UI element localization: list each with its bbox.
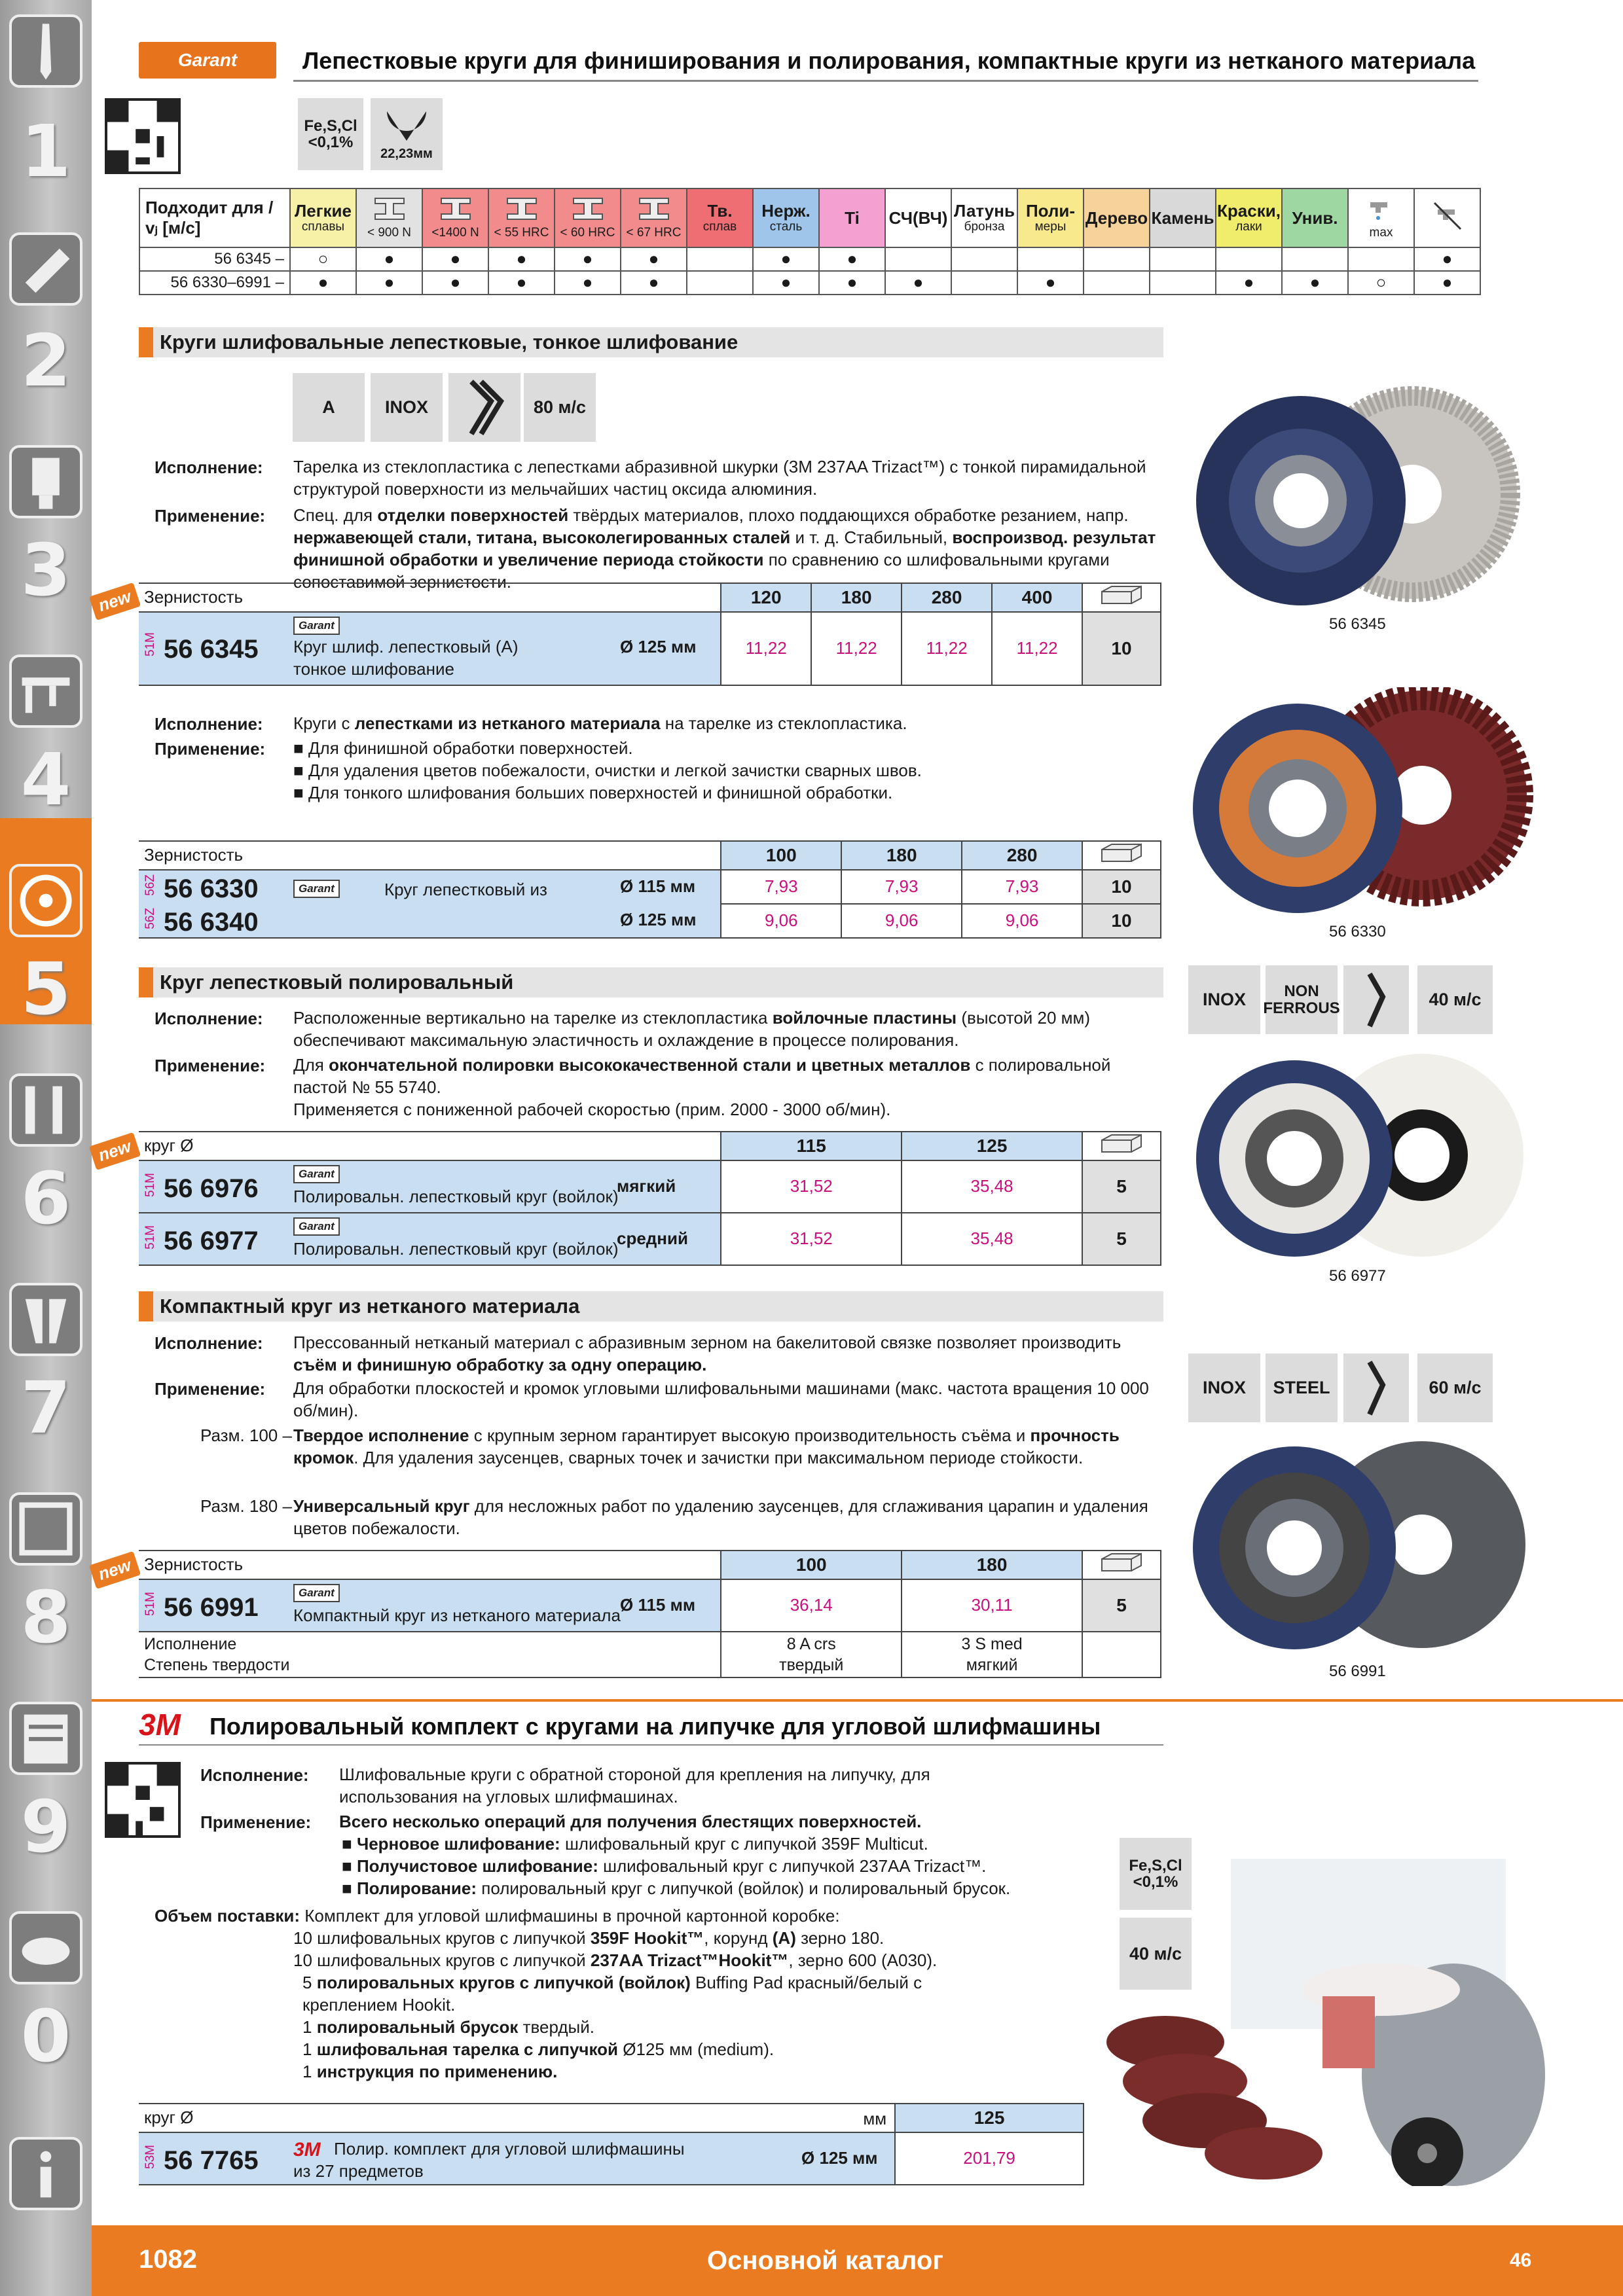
size-115: 115 [721, 1132, 902, 1160]
safety-icon[interactable] [9, 1911, 82, 1984]
compat-mark: ● [422, 271, 488, 295]
price: 7,93 [841, 870, 962, 904]
table-row[interactable] [139, 1579, 1161, 1632]
diameter: Ø 125 мм [620, 637, 697, 656]
size-100-label: Разм. 100 – [200, 1426, 292, 1445]
steel-badge: STEEL [1266, 1354, 1338, 1422]
compat-mark: ● [621, 271, 687, 295]
caption-566977: 56 6977 [1329, 1267, 1386, 1285]
compat-col-title: Камень [1151, 207, 1214, 228]
product-desc-2: из 27 предметов [293, 2161, 424, 2181]
page-title: Лепестковые круги для финиширования и полирования, компактные круги из нетканого материала [302, 47, 1476, 74]
compat-col-title: Латунь [954, 201, 1015, 221]
garant-small-logo: Garant [293, 880, 340, 898]
table-row [139, 271, 1480, 295]
compat-row-label: 56 6330–6991 – [139, 271, 290, 295]
page-number: 1082 [139, 2245, 197, 2274]
article-number[interactable]: 56 6345 [164, 635, 259, 664]
product-desc-2: тонкое шлифование [293, 659, 454, 679]
compat-mark [687, 247, 753, 271]
compat-col-11 [1017, 188, 1084, 247]
s3-price-table [139, 1131, 1161, 1266]
compat-col-title: Тв. [707, 201, 733, 221]
title-divider [293, 80, 1478, 82]
s5-title: Полировальный комплект с кругами на липучке для угловой шлифмашины [210, 1713, 1101, 1740]
wrench-icon[interactable] [9, 1073, 82, 1147]
s1-exec-label: Исполнение: [155, 457, 263, 477]
list-item: 10 шлифовальных кругов с липучкой 359F Hookit™, корунд (A) зерно 180. [293, 1928, 884, 1948]
compat-mark [951, 271, 1017, 295]
size-125: 125 [895, 2104, 1084, 2132]
milling-insert-icon[interactable] [9, 232, 82, 306]
s5-appl-text: Всего несколько операций для получения блестящих поверхностей. ■ Черновое шлифование: шлифовальный круг с липучкой 359F Multicut. ■ Получистовое шлифование: шлифовальный круг с липучкой 237AA Trizact™. ■ Полирование: полировальный круг с липучкой (войлок) и полировальный брусок. [339, 1812, 1011, 1898]
product-image-567765 [1100, 1846, 1545, 2186]
exec-value: 3 S med [961, 1635, 1023, 1653]
qr-code-icon[interactable] [105, 98, 181, 174]
product-desc: Полировальн. лепестковый круг (войлок) [293, 1187, 619, 1206]
compat-col-title: Поли- [1025, 201, 1076, 221]
price: 36,14 [721, 1579, 902, 1632]
pack-box-icon [1082, 841, 1161, 870]
compat-col-sub: меры [1034, 219, 1067, 234]
chapter-number-0[interactable]: 0 [20, 1994, 71, 2078]
page-footer [92, 2225, 1623, 2296]
steel-beam-icon [503, 196, 540, 222]
product-desc-1: Круг шлиф. лепестковый (A) [293, 637, 519, 656]
list-item: 10 шлифовальных кругов с липучкой 237AA Trizact™Hookit™, зерно 600 (A030). [293, 1950, 938, 1970]
price-180: 11,22 [811, 612, 902, 685]
chapter-number-1[interactable]: 1 [20, 109, 71, 193]
non-ferrous-badge: NON FERROUS [1266, 965, 1338, 1034]
table-row[interactable] [139, 1213, 1161, 1265]
inox-badge: INOX [1188, 965, 1260, 1034]
price: 35,48 [902, 1160, 1082, 1213]
unit-label: мм [863, 2109, 887, 2128]
no-coolant-icon [1431, 200, 1464, 232]
price: 9,06 [962, 904, 1082, 938]
hardness: мягкий [617, 1176, 676, 1196]
s5-appl-label: Применение: [200, 1812, 312, 1832]
supplier-code: 53M [143, 2145, 157, 2169]
compat-col-12 [1084, 188, 1150, 247]
compat-mark [885, 247, 951, 271]
grain-180: 180 [902, 1551, 1082, 1579]
size-125: 125 [902, 1132, 1082, 1160]
grain-120: 120 [721, 583, 811, 612]
compat-col-2 [422, 188, 488, 247]
pack-box-icon [1082, 1551, 1161, 1579]
fe-s-cl-badge: Fe,S,Cl <0,1% [298, 98, 363, 170]
supplier-code: 51M [143, 632, 157, 656]
section-title-compact-disc: Компактный круг из нетканого материала [139, 1291, 1163, 1321]
fe-s-cl-badge: Fe,S,Cl <0,1% [1120, 1838, 1192, 1910]
grain-header: Зернистость [139, 841, 721, 870]
list-item: ■ Для тонкого шлифования больших поверхностей и финишной обработки. [293, 783, 893, 802]
compat-col-title: Ti [845, 207, 860, 228]
bore-label: 22,23мм [380, 146, 433, 161]
price-400: 11,22 [992, 612, 1082, 685]
compat-col-8 [819, 188, 885, 247]
table-row[interactable] [139, 1160, 1161, 1213]
s1-appl-text: Спец. для отделки поверхностей твёрдых материалов, плохо поддающихся обработке резанием, напр. нержавеющей стали, титана, высоколегированных сталей и т. д. Стабильный, воспроизвод. результат финишной обработки и увеличение периода стойкости по сравнению со шлифовальными кругами сопоставимой зернистости. [293, 505, 1156, 592]
price: 31,52 [721, 1213, 902, 1265]
compat-col-sub: < 67 HRC [626, 225, 682, 240]
compat-col-4 [555, 188, 621, 247]
coolant-tap-icon [1365, 196, 1398, 222]
3m-logo: 3M [139, 1708, 181, 1742]
diameter-header: круг Ø [144, 2108, 194, 2128]
s4-exec-label: Исполнение: [155, 1333, 263, 1353]
qr-code-icon[interactable] [105, 1762, 181, 1838]
caption-566330: 56 6330 [1329, 923, 1386, 941]
tool-set-icon[interactable] [9, 1492, 82, 1566]
chapter-number-2[interactable]: 2 [20, 319, 71, 403]
hardness-row-label: Степень твердости [144, 1656, 290, 1674]
s3-appl-label: Применение: [155, 1056, 266, 1075]
compat-mark [1216, 247, 1282, 271]
chapter-sidebar [0, 0, 92, 2296]
speed-40-badge: 40 м/с [1120, 1918, 1192, 1990]
s2-bullets [293, 737, 1164, 804]
price: 30,11 [902, 1579, 1082, 1632]
compat-mark: ● [819, 247, 885, 271]
new-badge: new [89, 1551, 141, 1589]
product-image-566991 [1186, 1433, 1543, 1656]
grain-180: 180 [811, 583, 902, 612]
product-image-566330 [1186, 687, 1543, 916]
article-number[interactable]: 56 6991 [164, 1593, 259, 1622]
article-number[interactable]: 56 6330 [164, 874, 259, 903]
size-180-label: Разм. 180 – [200, 1496, 292, 1516]
compat-col-sub: <1400 N [431, 225, 479, 240]
article-number[interactable]: 56 7765 [164, 2146, 259, 2175]
compat-mark: ● [1282, 271, 1348, 295]
pack-quantity: 10 [1082, 612, 1161, 685]
compat-mark: ● [1414, 271, 1480, 295]
disc-shape-icon [1343, 1354, 1409, 1422]
pack-box-icon [1082, 1132, 1161, 1160]
compat-col-sub: < 55 HRC [494, 225, 549, 240]
list-item: ■ Для финишной обработки поверхностей. [293, 738, 633, 758]
article-number[interactable]: 56 6976 [164, 1174, 259, 1203]
supplier-code: 51M [143, 1225, 157, 1249]
compat-col-title: Нерж. [761, 201, 811, 221]
catalog-title: Основной каталог [707, 2246, 943, 2275]
compat-mark: ● [422, 247, 488, 271]
compat-col-sub: < 60 HRC [560, 225, 615, 240]
new-badge: new [89, 1132, 141, 1170]
new-badge: new [89, 583, 141, 620]
s2-appl-label: Применение: [155, 739, 266, 759]
bore-badge [371, 98, 443, 170]
price: 35,48 [902, 1213, 1082, 1265]
chapter-number-9[interactable]: 9 [20, 1785, 71, 1869]
garant-small-logo: Garant [293, 1217, 340, 1236]
section-title-fine-grinding: Круги шлифовальные лепестковые, тонкое шлифование [139, 327, 1163, 357]
garant-small-logo: Garant [293, 1584, 340, 1602]
s3-exec-text: Расположенные вертикально на тарелке из стеклопластика войлочные пластины (высотой 20 мм) обеспечивают максимальную эластичность и охлаждение в процессе полирования. [293, 1008, 1091, 1050]
diameter: Ø 125 мм [620, 910, 697, 929]
steel-beam-icon [437, 196, 474, 222]
supplier-code: 51M [143, 1173, 157, 1197]
tool-holder-icon[interactable] [9, 445, 82, 518]
compat-mark: ● [819, 271, 885, 295]
compat-col-sub: max [1369, 225, 1393, 240]
compat-mark: ○ [290, 247, 356, 271]
chapter-number-6[interactable]: 6 [20, 1157, 71, 1240]
caption-566991: 56 6991 [1329, 1662, 1386, 1680]
article-number[interactable]: 56 6340 [164, 908, 259, 937]
hardness-value: твердый [779, 1656, 844, 1674]
table-row[interactable] [139, 904, 1161, 938]
compat-mark: ● [290, 271, 356, 295]
compat-col-title: СЧ(ВЧ) [888, 207, 948, 228]
compat-header-label: Подходит для / vⱼ [м/с] [139, 188, 290, 247]
size-180-text: Универсальный круг для несложных работ по удалению заусенцев, для сглаживания царапин и удаления цветов побежалости. [293, 1496, 1148, 1538]
compat-mark [1017, 247, 1084, 271]
price: 7,93 [721, 870, 841, 904]
steel-beam-icon [570, 196, 606, 222]
inox-badge: INOX [371, 373, 443, 442]
compat-mark [1150, 247, 1216, 271]
product-image-566345 [1186, 386, 1543, 609]
abrasive-a-badge: A [293, 373, 365, 442]
compat-col-title: Унив. [1292, 207, 1338, 228]
compat-mark: ● [753, 247, 819, 271]
s5-scope-list [293, 1927, 1144, 2083]
product-desc: Компактный круг из нетканого материала [293, 1605, 621, 1625]
compat-col-17 [1414, 188, 1480, 247]
compat-col-sub: сплав [702, 219, 737, 234]
compat-col-title: Краски, [1217, 201, 1281, 221]
compatibility-table [139, 188, 1481, 295]
compat-col-sub: сталь [769, 219, 803, 234]
table-row[interactable] [139, 612, 1161, 685]
compat-mark [951, 247, 1017, 271]
disc-bore-icon [384, 108, 429, 147]
s2-exec-text: Круги с лепестками из нетканого материала на тарелке из стеклопластика. [293, 713, 907, 733]
grain-400: 400 [992, 583, 1082, 612]
garant-small-logo: Garant [293, 617, 340, 635]
compat-mark: ● [621, 247, 687, 271]
chapter-number-3[interactable]: 3 [20, 528, 71, 612]
compat-mark: ○ [1348, 271, 1414, 295]
compat-mark [687, 271, 753, 295]
pack-quantity: 10 [1082, 904, 1161, 938]
garant-small-logo: Garant [293, 1165, 340, 1183]
price: 201,79 [895, 2132, 1084, 2185]
compat-col-10 [951, 188, 1017, 247]
compat-mark: ● [356, 247, 422, 271]
table-row[interactable] [139, 870, 1161, 904]
inox-badge: INOX [1188, 1354, 1260, 1422]
compat-col-15 [1282, 188, 1348, 247]
s3-exec-label: Исполнение: [155, 1009, 263, 1028]
s2-price-table [139, 840, 1161, 939]
s5-exec-label: Исполнение: [200, 1765, 309, 1785]
table-row [139, 247, 1480, 271]
speed-40-badge: 40 м/с [1417, 965, 1493, 1034]
price: 31,52 [721, 1160, 902, 1213]
s1-appl-label: Применение: [155, 506, 266, 526]
s4-appl-label: Применение: [155, 1379, 266, 1399]
price-280: 11,22 [902, 612, 992, 685]
product-desc: Полировальн. лепестковый круг (войлок) [293, 1239, 619, 1259]
page-code: 46 [1510, 2250, 1532, 2271]
steel-beam-icon [371, 196, 408, 222]
compat-mark: ● [356, 271, 422, 295]
chapter-number-7[interactable]: 7 [20, 1366, 71, 1450]
compat-mark: ● [488, 271, 555, 295]
compat-col-3 [488, 188, 555, 247]
section-title-polishing: Круг лепестковый полировальный [139, 967, 1163, 997]
grain-180: 180 [841, 841, 962, 870]
s4-price-table [139, 1550, 1161, 1678]
flap-shape-icon [1343, 965, 1409, 1034]
caliper-icon[interactable] [9, 655, 82, 728]
supplier-code: 56Z [143, 908, 157, 929]
grain-header: Зернистость [139, 1551, 721, 1579]
compat-mark: ● [753, 271, 819, 295]
s1-price-table [139, 583, 1161, 686]
compat-mark [1348, 247, 1414, 271]
s3-appl-text: Для окончательной полировки высококачественной стали и цветных металлов с полировальной пастой № 55 5740. Применяется с пониженной рабочей скоростью (прим. 2000 - 3000 об/мин). [293, 1055, 1111, 1119]
pack-quantity: 5 [1082, 1160, 1161, 1213]
pack-box-icon [1082, 583, 1161, 612]
diameter-header: круг Ø [139, 1132, 721, 1160]
caption-566345: 56 6345 [1329, 615, 1386, 633]
s2-exec-label: Исполнение: [155, 714, 263, 734]
list-item: ■ Для удаления цветов побежалости, очистки и легкой зачистки сварных швов. [293, 761, 922, 780]
diameter: Ø 115 мм [620, 876, 696, 896]
price: 7,93 [962, 870, 1082, 904]
compat-mark [1150, 271, 1216, 295]
compat-col-title: Дерево [1085, 207, 1148, 228]
compat-mark: ● [555, 247, 621, 271]
price: 9,06 [721, 904, 841, 938]
compat-mark: ● [488, 247, 555, 271]
s1-exec-text: Тарелка из стеклопластика с лепестками абразивной шкурки (3M 237AA Trizact™) с тонкой пирамидальной структурой поверхности из мельчайших частиц оксида алюминия. [293, 457, 1146, 499]
garant-logo: Garant [139, 42, 276, 79]
size-100-text: Твердое исполнение с крупным зерном гарантирует высокую производительность съёма и прочность кромок. Для удаления заусенцев, сварных точек и зачистки при максимальном периоде стойкости. [293, 1426, 1120, 1467]
compat-mark: ● [885, 271, 951, 295]
compat-col-sub: сплавы [301, 219, 345, 234]
list-item: 5 полировальных кругов с липучкой (войлок) Buffing Pad красный/белый с креплением Hookit. [302, 1973, 922, 2015]
grain-header: Зернистость [139, 583, 721, 612]
article-number[interactable]: 56 6977 [164, 1227, 259, 1255]
compat-col-1 [356, 188, 422, 247]
compat-mark [1282, 247, 1348, 271]
hardness: средний [617, 1229, 688, 1248]
compat-mark: ● [1414, 247, 1480, 271]
s4-appl-text: Для обработки плоскостей и кромок угловыми шлифовальными машинами (макс. частота вращения 10 000 об/мин). [293, 1378, 1149, 1420]
speed-80-badge: 80 м/с [524, 373, 596, 442]
s5-scope: Объем поставки: Комплект для угловой шлифмашины в прочной картонной коробке: [155, 1906, 840, 1926]
grinding-disc-icon[interactable] [9, 864, 82, 937]
pliers-icon[interactable] [9, 1283, 82, 1356]
pack-quantity: 5 [1082, 1579, 1161, 1632]
steel-beam-icon [636, 196, 672, 222]
drill-icon[interactable] [9, 14, 82, 88]
compat-col-6 [687, 188, 753, 247]
s5-price-table [139, 2103, 1084, 2185]
grain-100: 100 [721, 841, 841, 870]
chapter-number-5[interactable]: 5 [20, 947, 71, 1031]
pack-quantity: 10 [1082, 870, 1161, 904]
list-item: 1 инструкция по применению. [302, 2062, 558, 2081]
product-image-566977 [1186, 1047, 1543, 1263]
table-row[interactable] [139, 2132, 1084, 2185]
s5-title-divider [139, 1744, 1163, 1746]
chapter-number-8[interactable]: 8 [20, 1575, 71, 1659]
tool-cabinet-icon[interactable] [9, 1702, 82, 1775]
compat-col-16 [1348, 188, 1414, 247]
compat-col-14 [1216, 188, 1282, 247]
grain-100: 100 [721, 1551, 902, 1579]
s5-exec-text: Шлифовальные круги с обратной стороной для крепления на липучку, для использования на угловых шлифмашинах. [339, 1765, 930, 1806]
list-item: 1 шлифовальная тарелка с липучкой Ø125 мм (medium). [302, 2039, 775, 2059]
3m-small-logo: 3M [293, 2139, 321, 2161]
section-divider [92, 1699, 1623, 1702]
compat-col-5 [621, 188, 687, 247]
grain-280: 280 [962, 841, 1082, 870]
diameter: Ø 125 мм [801, 2148, 878, 2168]
info-icon[interactable] [9, 2137, 82, 2210]
list-item: 1 полировальный брусок твердый. [302, 2017, 594, 2037]
product-desc-1: Полир. комплект для угловой шлифмашины [334, 2139, 685, 2159]
compat-mark: ● [555, 271, 621, 295]
compat-col-sub: бронза [964, 219, 1005, 234]
compat-col-13 [1150, 188, 1216, 247]
compat-mark [1084, 247, 1150, 271]
compat-mark: ● [1017, 271, 1084, 295]
speed-60-badge: 60 м/с [1417, 1354, 1493, 1422]
compat-col-7 [753, 188, 819, 247]
compat-col-sub: лаки [1235, 219, 1262, 234]
price: 9,06 [841, 904, 962, 938]
compat-col-sub: < 900 N [367, 225, 412, 240]
price-120: 11,22 [721, 612, 811, 685]
flap-shape-icon [448, 373, 520, 442]
hardness-value: мягкий [966, 1656, 1018, 1674]
supplier-code: 56Z [143, 874, 157, 896]
compat-col-0 [290, 188, 356, 247]
product-desc: Круг лепестковый из [384, 880, 547, 899]
s4-exec-text: Прессованный нетканый материал с абразивным зерном на бакелитовой связке позволяет производить съём и финишную обработку за одну операцию. [293, 1333, 1122, 1374]
exec-value: 8 A crs [786, 1635, 836, 1653]
supplier-code: 51M [143, 1592, 157, 1616]
diameter: Ø 115 мм [620, 1595, 696, 1615]
pack-quantity: 5 [1082, 1213, 1161, 1265]
compat-mark: ● [1216, 271, 1282, 295]
compat-row-label: 56 6345 – [139, 247, 290, 271]
compat-col-title: Легкие [295, 201, 352, 221]
chapter-number-4[interactable]: 4 [20, 738, 71, 821]
execution-row-label: Исполнение [144, 1635, 237, 1653]
compat-mark [1084, 271, 1150, 295]
compat-col-9 [885, 188, 951, 247]
grain-280: 280 [902, 583, 992, 612]
